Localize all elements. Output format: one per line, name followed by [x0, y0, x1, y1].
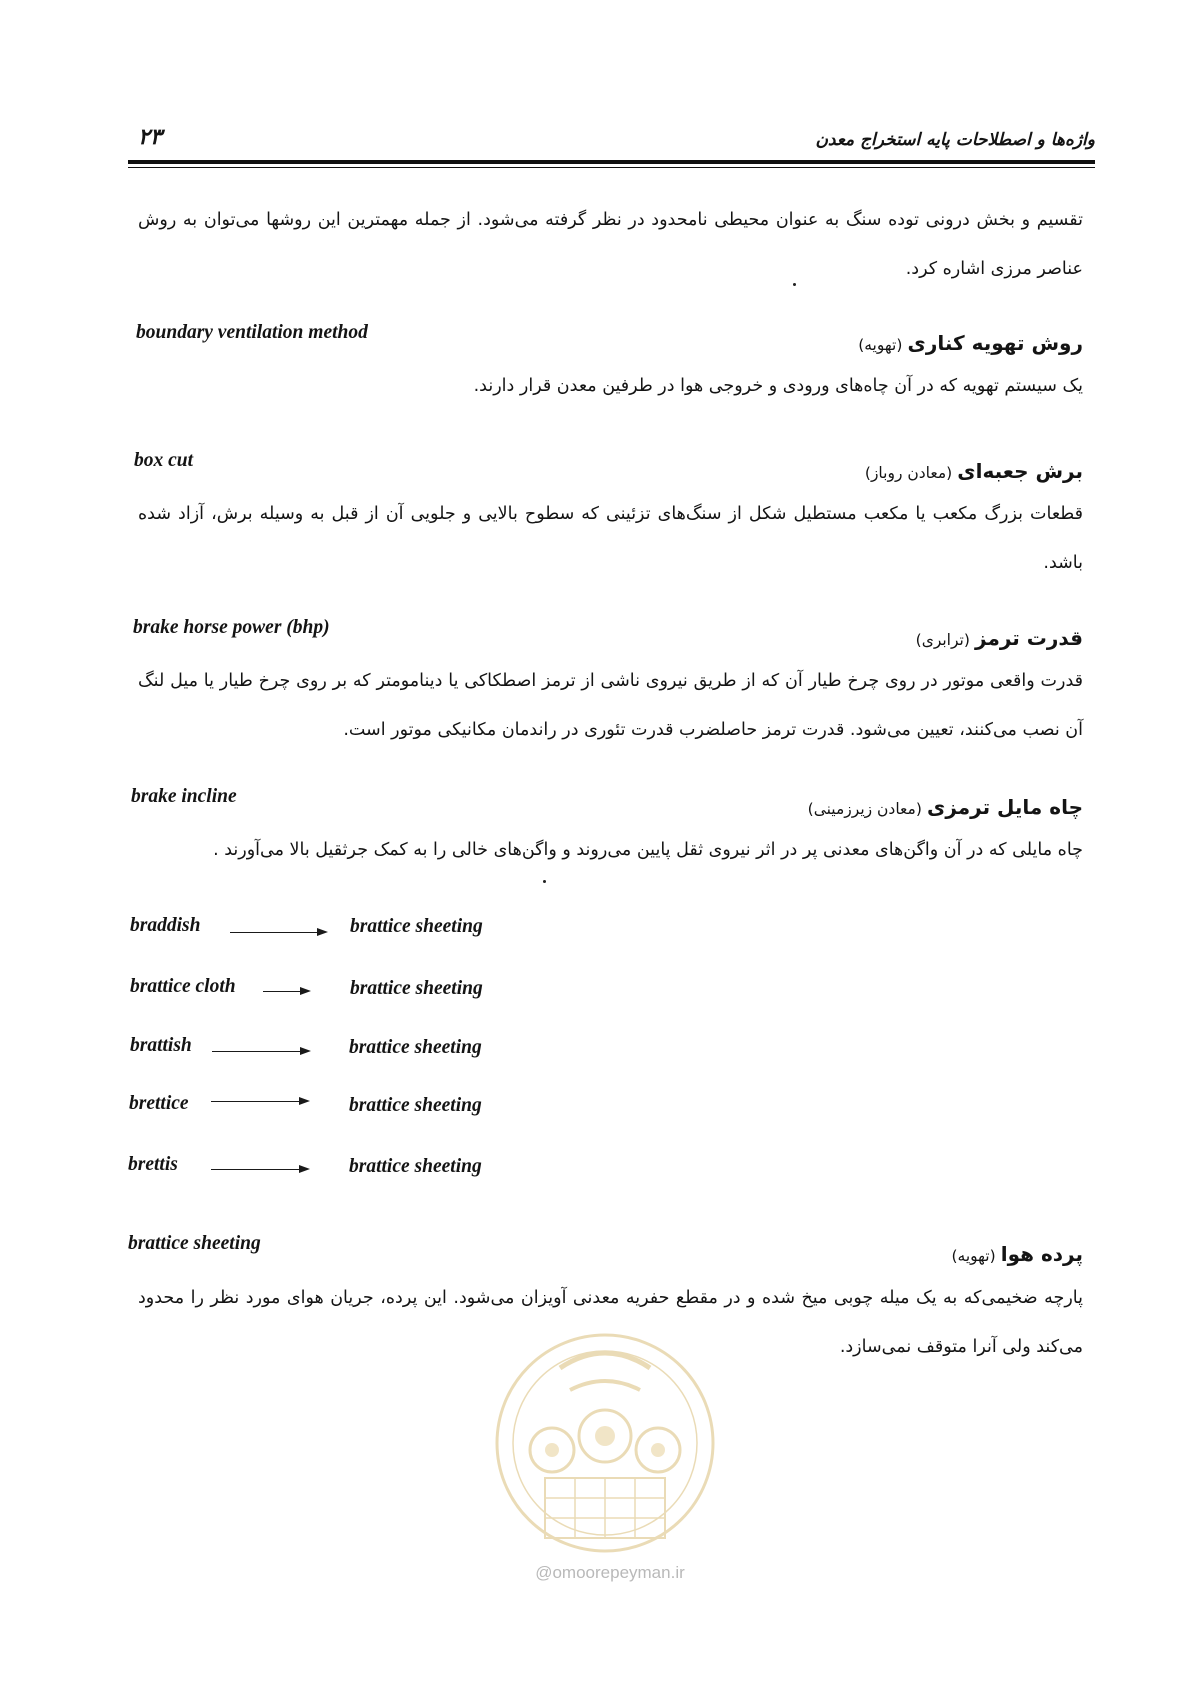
entry-fa-term — [865, 459, 1083, 483]
entry-definition: قطعات بزرگ مکعب یا مکعب مستطیل شکل از سنگ‌های تزئینی که سطوح بالایی و جلویی آن از قبل به وسیله برش، آزاد شده باشد. — [138, 504, 1083, 573]
arrow-line — [263, 991, 301, 992]
entry-definition: یک سیستم تهویه که در آن چاه‌های ورودی و خروجی هوا در طرفین معدن قرار دارند. — [473, 376, 1083, 396]
intro-paragraph: تقسیم و بخش درونی توده سنگ به عنوان محیطی نامحدود در نظر گرفته می‌شود. از جمله مهمترین این روشها می‌توان به روش عناصر مرزی اشاره کرد. — [138, 210, 1083, 279]
entry-en-term: brattice sheeting — [128, 1233, 261, 1254]
xref-target: brattice sheeting — [350, 978, 483, 999]
xref-term: braddish — [130, 915, 201, 936]
entry-fa-title: برش جعبه‌ای — [957, 459, 1083, 483]
entry-field: (معادن زیرزمینی) — [807, 800, 922, 818]
entry-fa-title: چاه مایل ترمزی — [926, 795, 1083, 819]
entry-en-term: brake horse power (bhp) — [133, 617, 330, 638]
header-rule-thin — [128, 167, 1095, 168]
arrow-right-icon — [299, 1097, 310, 1105]
stray-dot — [793, 283, 796, 286]
entry-fa-term — [916, 626, 1083, 650]
entry-en-term: box cut — [134, 450, 194, 471]
arrow-right-icon — [299, 1165, 310, 1173]
arrow-line — [211, 1101, 300, 1102]
entry-fa-term — [858, 331, 1083, 355]
arrow-line — [211, 1169, 300, 1170]
entry-definition: قدرت واقعی موتور در روی چرخ طیار آن که از طریق نیروی ناشی از ترمز اصطکاکی یا دینامومتر که بر روی چرخ طیار یا میل لنگ آن نصب می‌کنند، تعیین می‌شود. قدرت ترمز حاصلضرب قدرت تئوری در راندمان مکانیکی موتور است. — [138, 671, 1083, 740]
xref-term: brettis — [128, 1154, 178, 1175]
entry-definition: پارچه ضخیمی‌که به یک میله چوبی میخ شده و در مقطع حفریه معدنی آویزان می‌شود. این پرده، جریان هوای مورد نظر را محدود می‌کند ولی آنرا متوقف نمی‌سازد. — [138, 1288, 1083, 1357]
watermark-caption: @omoorepeyman.ir — [535, 1563, 685, 1582]
entry-field: (تهویه) — [858, 336, 903, 354]
running-title: واژه‌ها و اصطلاحات پایه استخراج معدن — [815, 130, 1095, 150]
arrow-line — [230, 932, 318, 933]
arrow-right-icon — [300, 987, 311, 995]
entry-field: (تهویه) — [951, 1247, 996, 1265]
header-rule — [128, 160, 1095, 164]
xref-term: brattish — [130, 1035, 192, 1056]
entry-en-term: boundary ventilation method — [136, 322, 368, 343]
xref-term: brettice — [129, 1093, 189, 1114]
stray-dot — [543, 880, 546, 883]
xref-target: brattice sheeting — [349, 1156, 482, 1177]
entry-fa-title: پرده هوا — [1000, 1242, 1083, 1266]
entry-fa-term — [808, 795, 1083, 819]
entry-field: (معادن روباز) — [864, 464, 953, 482]
entry-fa-title: روش تهویه کناری — [907, 331, 1083, 355]
xref-target: brattice sheeting — [350, 916, 483, 937]
entry-en-term: brake incline — [131, 786, 237, 807]
entry-fa-term — [951, 1242, 1083, 1266]
xref-target: brattice sheeting — [349, 1095, 482, 1116]
entry-definition: چاه مایلی که در آن واگن‌های معدنی پر در اثر نیروی ثقل پایین می‌روند و واگن‌های خالی را به کمک جرثقیل بالا می‌آورند . — [213, 840, 1083, 860]
entry-field: (ترابری) — [915, 631, 970, 649]
xref-term: brattice cloth — [130, 976, 236, 997]
arrow-line — [212, 1051, 301, 1052]
xref-target: brattice sheeting — [349, 1037, 482, 1058]
arrow-right-icon — [300, 1047, 311, 1055]
entry-fa-title: قدرت ترمز — [975, 626, 1083, 650]
page-number: ۲۳ — [138, 124, 162, 150]
arrow-right-icon — [317, 928, 328, 936]
